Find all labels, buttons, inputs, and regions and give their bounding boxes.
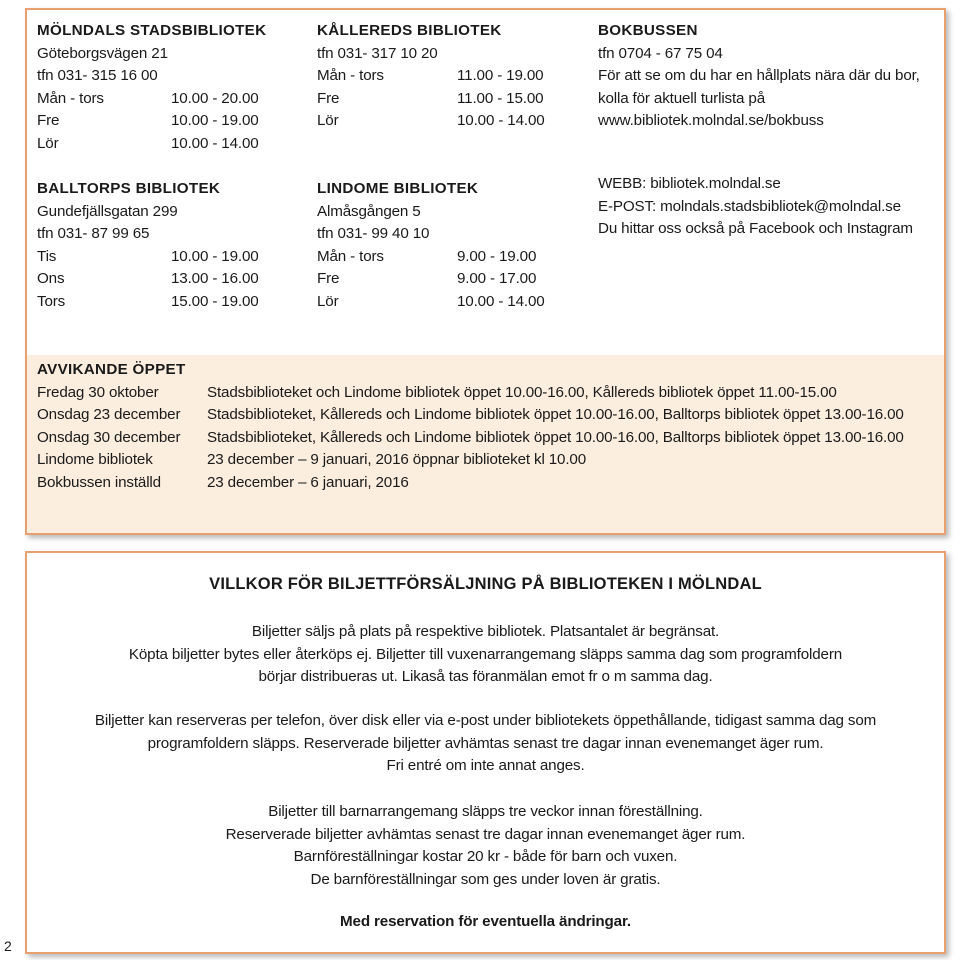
bokbussen-text: kolla för aktuell turlista på: [598, 89, 766, 107]
hours-time: 11.00 - 15.00: [457, 89, 544, 107]
deviant-hours: [37, 359, 904, 494]
bokbussen-title: BOKBUSSEN: [598, 22, 698, 39]
hours-row: [37, 268, 259, 291]
conditions-line: Köpta biljetter bytes eller återköps ej. Biljetter till vuxenarrangemang släpps samma dag som programfoldern: [128, 645, 843, 663]
conditions-title: VILLKOR FÖR BILJETTFÖRSÄLJNING PÅ BIBLIOTEKEN I MÖLNDAL: [209, 575, 762, 593]
library-phone: tfn 031- 99 40 10: [317, 225, 430, 242]
hours-row: [317, 246, 545, 269]
library-name: MÖLNDALS STADSBIBLIOTEK: [37, 22, 267, 39]
ticket-conditions-panel: [25, 551, 946, 954]
hours-time: 10.00 - 20.00: [171, 89, 259, 107]
library-name: BALLTORPS BIBLIOTEK: [37, 180, 221, 197]
hours-row: [317, 268, 545, 291]
conditions-paragraph: [27, 621, 944, 689]
hours-day: Mån - tors: [37, 89, 104, 107]
conditions-line: börjar distribueras ut. Likaså tas föranmälan emot fr o m samma dag.: [258, 668, 713, 685]
page-number: 2: [4, 938, 12, 954]
contact-info: [598, 173, 913, 241]
deviant-value: 23 december – 6 januari, 2016: [207, 473, 409, 491]
hours-row: [317, 88, 545, 111]
hours-time: 11.00 - 19.00: [457, 67, 544, 84]
bokbussen-info: [598, 20, 920, 133]
conditions-line: Biljetter säljs på plats på respektive bibliotek. Platsantalet är begränsat.: [251, 623, 720, 640]
conditions-line: Reserverade biljetter avhämtas senast tre dagar innan evenemanget äger rum.: [225, 825, 746, 843]
deviant-row: [37, 472, 904, 495]
hours-time: 10.00 - 14.00: [171, 134, 259, 152]
hours-row: [37, 110, 266, 133]
conditions-paragraph: [27, 710, 944, 778]
deviant-value: Stadsbiblioteket och Lindome bibliotek öppet 10.00-16.00, Kållereds bibliotek öppet 11.00-15.00: [207, 383, 837, 401]
deviant-value: 23 december – 9 januari, 2016 öppnar biblioteket kl 10.00: [207, 451, 586, 468]
bokbussen-text: För att se om du har en hållplats nära där du bor,: [598, 67, 920, 84]
hours-time: 10.00 - 14.00: [457, 112, 545, 129]
hours-day: Tors: [37, 292, 66, 310]
deviant-label: Lindome bibliotek: [37, 451, 153, 468]
deviant-value: Stadsbiblioteket, Kållereds och Lindome bibliotek öppet 10.00-16.00, Balltorps bibliotek öppet 13.00-16.00: [207, 428, 904, 446]
hours-row: [37, 88, 266, 111]
deviant-row: [37, 404, 904, 427]
library-molndal: [37, 20, 266, 155]
hours-day: Ons: [37, 270, 65, 287]
conditions-line: Barnföreställningar kostar 20 kr - både för barn och vuxen.: [293, 848, 678, 865]
conditions-closing: Med reservation för eventuella ändringar.: [340, 913, 631, 930]
hours-time: 13.00 - 16.00: [171, 270, 259, 287]
library-name: KÅLLEREDS BIBLIOTEK: [317, 22, 502, 39]
hours-row: [317, 110, 545, 133]
hours-day: Lör: [317, 292, 339, 310]
hours-day: Tis: [37, 247, 57, 265]
hours-time: 15.00 - 19.00: [171, 292, 259, 310]
conditions-line: Fri entré om inte annat anges.: [386, 757, 585, 774]
conditions-line: De barnföreställningar som ges under loven är gratis.: [310, 870, 661, 888]
conditions-line: Biljetter kan reserveras per telefon, över disk eller via e-post under bibliotekets öppethållande, tidigast samma dag som: [94, 712, 877, 729]
hours-row: [37, 291, 259, 314]
deviant-label: Bokbussen inställd: [37, 473, 161, 491]
hours-day: Mån - tors: [317, 247, 384, 265]
hours-day: Mån - tors: [317, 67, 384, 84]
library-lindome: [317, 178, 545, 313]
deviant-label: Onsdag 23 december: [37, 406, 181, 423]
deviant-label: Fredag 30 oktober: [37, 383, 159, 401]
hours-day: Fre: [37, 112, 60, 129]
deviant-row: [37, 449, 904, 472]
bokbussen-phone: tfn 0704 - 67 75 04: [598, 44, 723, 62]
library-balltorp: [37, 178, 259, 313]
hours-row: [317, 65, 545, 88]
deviant-label: Onsdag 30 december: [37, 428, 181, 446]
web-link[interactable]: WEBB: bibliotek.molndal.se: [598, 175, 781, 192]
hours-time: 9.00 - 19.00: [457, 247, 537, 265]
social-text: Du hittar oss också på Facebook och Instagram: [598, 220, 913, 237]
library-phone: tfn 031- 317 10 20: [317, 44, 438, 62]
deviant-row: [37, 427, 904, 450]
hours-row: [37, 133, 266, 156]
deviant-hours-title: AVVIKANDE ÖPPET: [37, 361, 186, 378]
library-info-panel: [25, 8, 946, 535]
hours-time: 10.00 - 19.00: [171, 112, 259, 129]
conditions-paragraph: [27, 801, 944, 891]
deviant-row: [37, 382, 904, 405]
hours-day: Lör: [37, 134, 59, 152]
library-phone: tfn 031- 315 16 00: [37, 67, 158, 84]
bokbussen-link[interactable]: www.bibliotek.molndal.se/bokbuss: [598, 112, 824, 129]
hours-time: 10.00 - 19.00: [171, 247, 259, 265]
library-kallered: [317, 20, 545, 133]
library-address: Göteborgsvägen 21: [37, 44, 168, 62]
library-name: LINDOME BIBLIOTEK: [317, 180, 479, 197]
conditions-line: programfoldern släpps. Reserverade biljetter avhämtas senast tre dagar innan evenemanget äger rum.: [147, 734, 824, 752]
email-link[interactable]: E-POST: molndals.stadsbibliotek@molndal.se: [598, 197, 901, 215]
library-address: Almåsgången 5: [317, 202, 421, 220]
hours-day: Lör: [317, 112, 339, 129]
library-address: Gundefjällsgatan 299: [37, 202, 178, 220]
hours-day: Fre: [317, 89, 340, 107]
deviant-value: Stadsbiblioteket, Kållereds och Lindome bibliotek öppet 10.00-16.00, Balltorps bibliotek öppet 13.00-16.00: [207, 406, 904, 423]
hours-time: 10.00 - 14.00: [457, 292, 545, 310]
hours-day: Fre: [317, 270, 340, 287]
library-phone: tfn 031- 87 99 65: [37, 225, 150, 242]
hours-row: [37, 246, 259, 269]
conditions-line: Biljetter till barnarrangemang släpps tre veckor innan föreställning.: [268, 803, 703, 820]
hours-row: [317, 291, 545, 314]
hours-time: 9.00 - 17.00: [457, 270, 537, 287]
